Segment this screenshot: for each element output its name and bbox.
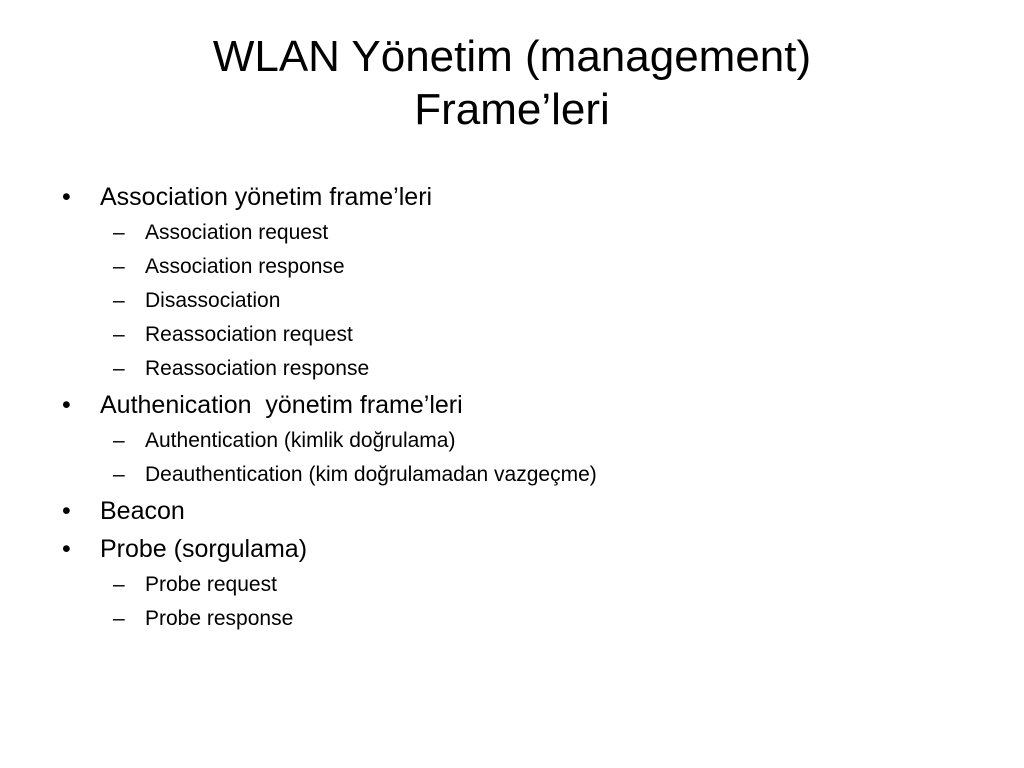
sub-item <box>60 602 964 636</box>
sub-item <box>60 568 964 602</box>
slide-title <box>60 30 964 136</box>
bullet-text: Association yönetim frame’leri <box>100 183 433 211</box>
bullet-marker: • <box>62 391 71 419</box>
bullet-marker: • <box>62 497 71 525</box>
dash-marker: – <box>113 607 125 630</box>
dash-marker: – <box>113 463 125 486</box>
sub-list <box>100 216 964 386</box>
sub-item-text: Association response <box>145 255 345 278</box>
bullet-item <box>60 178 964 386</box>
sub-item-text: Authentication (kimlik doğrulama) <box>145 429 456 452</box>
bullet-item <box>60 492 964 530</box>
dash-marker: – <box>113 323 125 346</box>
sub-item <box>60 424 964 458</box>
bullet-item <box>60 530 964 636</box>
sub-item-text: Disassociation <box>145 289 281 312</box>
bullet-marker: • <box>62 535 71 563</box>
dash-marker: – <box>113 255 125 278</box>
dash-marker: – <box>113 289 125 312</box>
sub-item <box>60 216 964 250</box>
sub-item <box>60 284 964 318</box>
bullet-text: Authenication yönetim frame’leri <box>100 391 463 419</box>
bullet-marker: • <box>62 183 71 211</box>
sub-item <box>60 318 964 352</box>
dash-marker: – <box>113 357 125 380</box>
sub-item <box>60 250 964 284</box>
bullet-text: Probe (sorgulama) <box>100 535 308 563</box>
sub-item-text: Association request <box>145 221 329 244</box>
sub-item-text: Reassociation response <box>145 357 370 380</box>
sub-item-text: Deauthentication (kim doğrulamadan vazgeçme) <box>145 463 597 486</box>
slide-title-line-1: WLAN Yönetim (management) <box>212 32 812 81</box>
sub-item-text: Probe response <box>145 607 294 630</box>
bullet-list <box>60 178 964 636</box>
slide-title-line-2: Frame’leri <box>414 85 610 134</box>
sub-item-text: Reassociation request <box>145 323 353 346</box>
bullet-text: Beacon <box>100 497 185 525</box>
sub-list <box>100 424 964 492</box>
bullet-item <box>60 386 964 492</box>
sub-list <box>100 568 964 636</box>
dash-marker: – <box>113 573 125 596</box>
sub-item <box>60 352 964 386</box>
sub-item <box>60 458 964 492</box>
dash-marker: – <box>113 221 125 244</box>
sub-item-text: Probe request <box>145 573 277 596</box>
dash-marker: – <box>113 429 125 452</box>
